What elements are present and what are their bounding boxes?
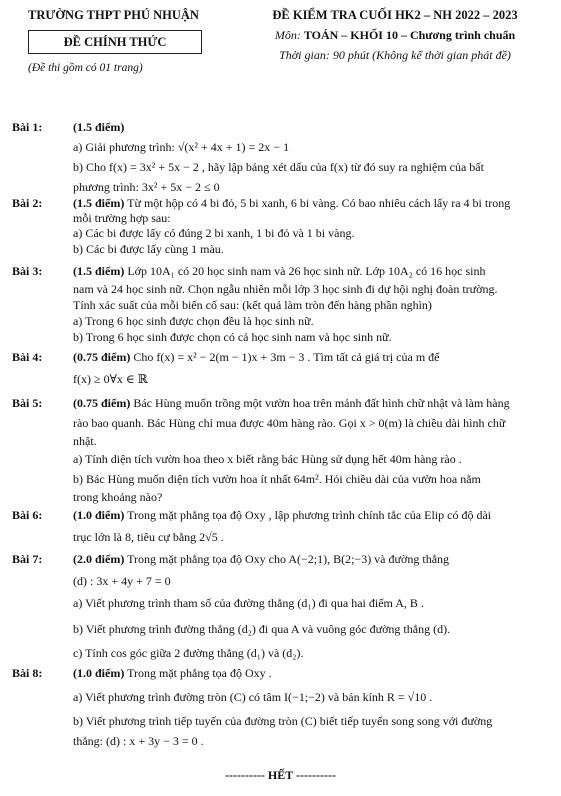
exercise-line: trong khoảng nào? bbox=[73, 490, 163, 504]
exercise-label: Bài 7: bbox=[12, 552, 43, 566]
points-label: (1.0 điểm) bbox=[73, 666, 125, 680]
end-marker: ---------- HẾT ---------- bbox=[224, 768, 337, 782]
exercise-line: nam và 24 học sinh nữ. Chọn ngẫu nhiên mỗi lớp 3 học sinh đi dự hội nghị đoàn trường. bbox=[73, 282, 498, 296]
exercise-label: Bài 8: bbox=[12, 666, 43, 680]
exercise-label: Bài 5: bbox=[12, 396, 43, 410]
exercise-line: (0.75 điểm) Cho f(x) = x² − 2(m − 1)x + 3m − 3 . Tìm tất cả giá trị của m để bbox=[73, 350, 440, 364]
exercise-line: Tính xác suất của mỗi biến cố sau: (kết quả làm tròn đến hàng phần nghìn) bbox=[73, 298, 432, 312]
exercise-line: a) Giải phương trình: √(x² + 4x + 1) = 2x − 1 bbox=[73, 140, 290, 154]
exercise-line: phương trình: 3x² + 5x − 2 ≤ 0 bbox=[73, 180, 220, 194]
exercise-label: Bài 3: bbox=[12, 264, 43, 278]
exercise-line: (1.5 điểm) Lớp 10A₁ có 20 học sinh nam và 26 học sinh nữ. Lớp 10A₂ có 16 học sinh bbox=[73, 264, 486, 278]
exercise-line: (1.0 điểm) Trong mặt phẳng tọa độ Oxy , lập phương trình chính tắc của Elip có độ dài bbox=[73, 508, 492, 522]
pages-note: (Đề thi gồm có 01 trang) bbox=[28, 62, 143, 74]
exercise-label: Bài 6: bbox=[12, 508, 43, 522]
exercise-line: f(x) ≥ 0∀x ∈ ℝ bbox=[73, 372, 148, 386]
points-label: (0.75 điểm) bbox=[73, 396, 131, 410]
exercise-line: a) Tính diện tích vườn hoa theo x biết rằng bác Hùng sử dụng hết 40m hàng rào . bbox=[73, 452, 462, 466]
exercise-line: (2.0 điểm) Trong mặt phẳng tọa độ Oxy cho A(−2;1), B(2;−3) và đường thẳng bbox=[73, 552, 450, 566]
exercise-label: Bài 2: bbox=[12, 196, 43, 210]
points-label: (2.0 điểm) bbox=[73, 552, 125, 566]
exercise-line: nhật. bbox=[73, 434, 97, 448]
points-label: (1.5 điểm) bbox=[73, 264, 125, 278]
exercise-line: (d) : 3x + 4y + 7 = 0 bbox=[73, 574, 171, 588]
school-name: TRƯỜNG THPT PHÚ NHUẬN bbox=[28, 8, 199, 22]
exercise-line: (1.0 điểm) Trong mặt phẳng tọa độ Oxy . bbox=[73, 666, 272, 680]
exercise-label: Bài 4: bbox=[12, 350, 43, 364]
exercise-line: rào bao quanh. Bác Hùng chỉ mua được 40m hàng rào. Gọi x > 0(m) là chiều dài hình chữ bbox=[73, 416, 506, 430]
exercise-line: trục lớn là 8, tiêu cự bằng 2√5 . bbox=[73, 530, 224, 544]
exercise-line: a) Trong 6 học sinh được chọn đều là học sinh nữ. bbox=[73, 314, 314, 328]
time-note: Thời gian: 90 phút (Không kể thời gian phát đề) bbox=[279, 48, 511, 62]
exercise-line: b) Trong 6 học sinh được chọn có cả học sinh nam và học sinh nữ. bbox=[73, 330, 392, 344]
exercise-line: a) Viết phương trình tham số của đường thẳng (d₁) đi qua hai điểm A, B . bbox=[73, 596, 424, 610]
exercise-label: Bài 1: bbox=[12, 120, 43, 134]
exercise-line: b) Các bi được lấy cùng 1 màu. bbox=[73, 242, 224, 256]
points-label: (0.75 điểm) bbox=[73, 350, 131, 364]
exercise-line: thẳng: (d) : x + 3y − 3 = 0 . bbox=[73, 734, 204, 748]
exercise-line: b) Viết phương trình đường thẳng (d₂) đi qua A và vuông góc đường thẳng (d). bbox=[73, 622, 451, 636]
exercise-line: a) Các bi được lấy có đúng 2 bi xanh, 1 bi đỏ và 1 bi vàng. bbox=[73, 226, 355, 240]
subject-line bbox=[246, 28, 544, 43]
exercise-line: (1.5 điểm) bbox=[73, 120, 125, 134]
points-label: (1.5 điểm) bbox=[73, 196, 125, 210]
exercise-line: (0.75 điểm) Bác Hùng muốn trồng một vườn hoa trên mảnh đất hình chữ nhật và làm hàng bbox=[73, 396, 510, 410]
exercise-line: c) Tính cos góc giữa 2 đường thẳng (d₁) và (d₂). bbox=[73, 646, 304, 660]
points-label: (1.0 điểm) bbox=[73, 508, 125, 522]
exam-title: ĐỀ KIỂM TRA CUỐI HK2 – NH 2022 – 2023 bbox=[272, 8, 518, 22]
exercise-line: mỗi trường hợp sau: bbox=[73, 211, 171, 225]
exercise-line: b) Viết phương trình tiếp tuyến của đường tròn (C) biết tiếp tuyến song song với đường bbox=[73, 714, 493, 728]
exercise-line: b) Cho f(x) = 3x² + 5x − 2 , hãy lập bảng xét dấu của f(x) từ đó suy ra nghiệm của bất bbox=[73, 160, 484, 174]
official-badge: ĐỀ CHÍNH THỨC bbox=[28, 30, 202, 54]
exercise-line: b) Bác Hùng muốn diện tích vườn hoa ít nhất 64m². Hỏi chiều dài của vườn hoa nằm bbox=[73, 472, 481, 486]
subject-label: Môn: bbox=[274, 28, 301, 42]
subject-name: TOÁN – KHỐI 10 – Chương trình chuẩn bbox=[303, 28, 516, 42]
exercise-line: a) Viết phương trình đường tròn (C) có tâm I(−1;−2) và bán kính R = √10 . bbox=[73, 690, 433, 704]
exercise-line: (1.5 điểm) Từ một hộp có 4 bi đỏ, 5 bi xanh, 6 bi vàng. Có bao nhiêu cách lấy ra 4 bi trong bbox=[73, 196, 511, 210]
